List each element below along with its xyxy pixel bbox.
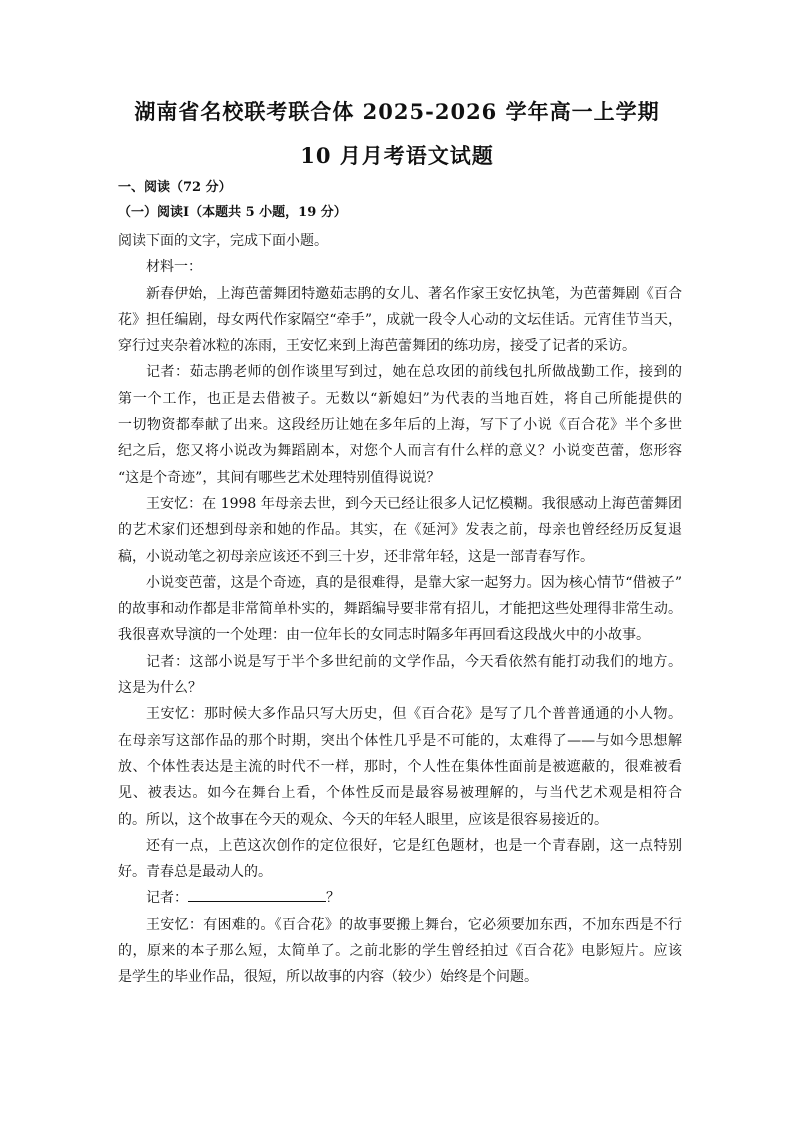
document-body	[118, 178, 682, 991]
paragraph-line: 的。所以，这个故事在今天的观众、今天的年轻人眼里，应该是很容易接近的。	[118, 811, 608, 828]
question-mark: ？	[326, 890, 340, 907]
paragraph-line: 稿，小说动笔之初母亲应该还不到三十岁，还非常年轻，这是一部青春写作。	[118, 548, 594, 565]
document-title-line1: 湖南省名校联考联合体 2025-2026 学年高一上学期	[134, 99, 660, 124]
answer-blank[interactable]	[188, 886, 326, 902]
paragraph-line: 小说变芭蕾，这是个奇迹，真的是很难得，是靠大家一起努力。因为核心情节“借被子”	[146, 574, 682, 591]
paragraph-line: 记者：这部小说是写于半个多世纪前的文学作品，今天看依然有能打动我们的地方。	[146, 653, 682, 670]
paragraph-line: 我很喜欢导演的一个处理：由一位年长的女同志时隔多年再回看这段战火中的小故事。	[118, 627, 650, 644]
material-label: 材料一：	[146, 259, 202, 276]
paragraph-line: 花》担任编剧，母女两代作家隔空“牵手”，成就一段令人心动的文坛佳话。元宵佳节当天，	[118, 311, 682, 328]
paragraph-line: 放、个体性表达是主流的时代不一样，那时，个人性在集体性面前是被遮蔽的，很难被看	[118, 758, 682, 775]
paragraph-line: 好。青春总是最动人的。	[118, 864, 272, 881]
paragraph-line: “这是个奇迹”，其间有哪些艺术处理特别值得说说？	[118, 469, 441, 486]
paragraph-line: 王安忆：在 1998 年母亲去世，到今天已经让很多人记忆模糊。我很感动上海芭蕾舞团	[146, 495, 682, 512]
paragraph-line: 是学生的毕业作品，很短，所以故事的内容（较少）始终是个问题。	[118, 969, 538, 986]
blank-question-line	[118, 885, 682, 911]
paragraph-line: 见、被表达。如今在舞台上看，个体性反而是最容易被理解的，与当代艺术观是相符合	[118, 785, 682, 802]
paragraph-line: 新春伊始，上海芭蕾舞团特邀茹志鹃的女儿、著名作家王安忆执笔，为芭蕾舞剧《百合	[146, 285, 682, 302]
paragraph-line: 的故事和动作都是非常简单朴实的，舞蹈编导要非常有招儿，才能把这些处理得非常生动。	[118, 601, 682, 618]
paragraph-line: 的，原来的本子那么短，太简单了。之前北影的学生曾经拍过《百合花》电影短片。应该	[118, 943, 682, 960]
paragraph-line: 王安忆：那时候大多作品只写大历史，但《百合花》是写了几个普普通通的小人物。	[146, 706, 682, 723]
document-title-line2: 10 月月考语文试题	[300, 143, 494, 168]
paragraph-line: 的艺术家们还想到母亲和她的作品。其实，在《延河》发表之前，母亲也曾经经历反复退	[118, 522, 682, 539]
paragraph-line: 纪之后，您又将小说改为舞蹈剧本，对您个人而言有什么样的意义？小说变芭蕾，您形容	[118, 443, 682, 460]
paragraph-line: 记者：茹志鹃老师的创作谈里写到过，她在总攻团的前线包扎所做战勤工作，接到的	[146, 364, 682, 381]
paragraph-line: 在母亲写这部作品的那个时期，突出个体性几乎是不可能的，太难得了——与如今思想解	[118, 732, 682, 749]
paragraph-line: 王安忆：有困难的。《百合花》的故事要搬上舞台，它必须要加东西，不加东西是不行	[146, 916, 682, 933]
speaker-label: 记者：	[146, 890, 188, 907]
instruction-text: 阅读下面的文字，完成下面小题。	[118, 233, 328, 249]
paragraph-line: 这是为什么？	[118, 680, 202, 697]
paragraph-line: 穿行过夹杂着冰粒的冻雨，王安忆来到上海芭蕾舞团的练功房，接受了记者的采访。	[118, 338, 636, 355]
paragraph-line: 还有一点，上芭这次创作的定位很好，它是红色题材，也是一个青春剧，这一点特别	[146, 837, 682, 854]
paragraph-line: 一切物资都奉献了出来。这段经历让她在多年后的上海，写下了小说《百合花》半个多世	[118, 417, 682, 434]
part-heading: 一、阅读（72 分）	[118, 180, 232, 195]
paragraph-line: 第一个工作，也正是去借被子。无数以“新媳妇”为代表的当地百姓，将自己所能提供的	[118, 390, 682, 407]
sub-heading: （一）阅读Ⅰ（本题共 5 小题，19 分）	[118, 205, 347, 220]
